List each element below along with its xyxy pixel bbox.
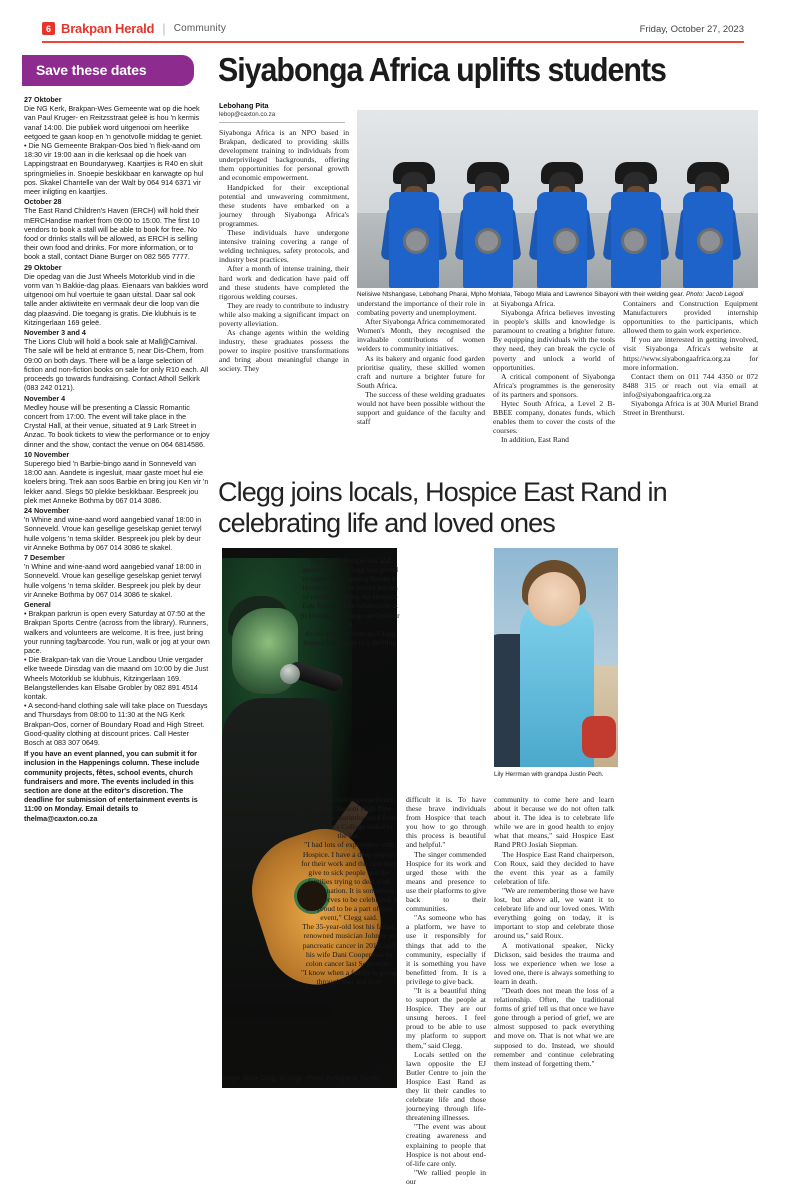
paragraph: "The event was about creating awareness and explaining to people that Hospice is not about end-of-life care only.: [406, 1122, 486, 1168]
sidebar-entry-date: 29 Oktober: [24, 262, 62, 272]
photo-person: [605, 168, 667, 288]
sidebar-entry-body: • Brakpan parkrun is open every Saturday at 07:50 at the Brakpan Sports Centre (across from the library). Runners, walkers and volunteers are welcome. It is free, just bring your running tag/barcode. You run, walk or jog at your own pace.: [24, 609, 210, 655]
paragraph: The success of these welding graduates would not have been possible without the support and guidance of the faculty and staff: [357, 389, 485, 427]
article1-byline: [219, 101, 347, 123]
paragraph: After Siyabonga Africa commemorated Women's Month, they recognised the invaluable contributions of women welders to community initiatives.: [357, 317, 485, 354]
paragraph: The Hospice East Rand chairperson, Con Roux, said they decided to have the event this year as a family celebration of life.: [494, 849, 614, 886]
paragraph: If you are interested in getting involved, visit Siyabonga Africa's website at https://www.siyabongaafrica.org.za for more information.: [623, 335, 758, 372]
article2-left-photo-caption: [222, 1075, 397, 1083]
paragraph: "Death does not mean the loss of a relationship. Often, the traditional forms of grief tell us that once we have gone through a period of grief, we are almost supposed to pack everything and move on. That is not what we are supposed to do. Instead, we should remember and continue celebrating them instead of forgetting them.": [494, 985, 614, 1068]
paragraph: After a month of intense training, their hard work and dedication have paid off and these students have completed the rigorous welding courses.: [219, 264, 349, 301]
photo-person: [383, 168, 445, 288]
paragraph: Locals settled on the lawn opposite the EJ Butler Centre to join the Hospice East Rand as they lit their candles to celebrate life and those journeying through life-threatening illnesses.: [406, 1049, 486, 1123]
paragraph: "I know when a family is going through that and how: [301, 967, 397, 986]
article1-column-2: [357, 299, 485, 426]
caption-credit: Photo: Jacob Legodi: [685, 291, 744, 298]
article2-column-3: [406, 795, 486, 1186]
paragraph: "We are remembering those we have lost, but above all, we want it to celebrate life and our loved ones. With everything going on today, it is important to stop and celebrate those around us," said Roux.: [494, 885, 614, 941]
caption-text: Singer Jesse Clegg on stage.: [222, 1075, 307, 1082]
article2-headline: Clegg joins locals, Hospice East Rand in celebrating life and loved ones: [218, 477, 667, 538]
byline-rule: [219, 122, 345, 123]
paragraph: difficult it is. To have these brave individuals from Hospice that teach you how to go through this process is beautiful and helpful.": [406, 795, 486, 850]
paragraph: "As someone who has a platform, we have to use it responsibly for things that add to the community, especially if it is something you have benefitted from. It is a privilege to give back.: [406, 913, 486, 986]
sidebar-entry-body: 'n Whine and wine-aand word aangebied vanaf 18:00 in Sonneveld. Vroue kan gesellige geselskap geniet terwyl hulle volgens 'n tema skilder. Bespreek jou plek by deur vir Anneke Bothma by 067 014 3086 te skakel.: [24, 562, 202, 599]
sidebar-entry-body: Die opedag van die Just Wheels Motorklub vind in die vorm van 'n Bakkie-dag plaas. Eienaars van bakkies word uitgenooi om hul voertuie te gaan uitstal. Daar sal ook talle ander aktiwiteite en vermaak deur die loop van die dag plaasvind. Die toegang is gratis. Die klubhuis is te Kitzingerlaan 169 geleë.: [24, 271, 208, 327]
paragraph: A motivational speaker, Nicky Dickson, said besides the trauma and loss we experience when we lose a loved one, there is always something to learn in death.: [494, 940, 614, 986]
paragraph: music and dancing experience, while the Benoni High Pipe Band and a marimba band from St Dustan's College added to the fun.: [300, 795, 398, 841]
paragraph: In addition, East Rand: [501, 435, 569, 445]
article1-headline: Siyabonga Africa uplifts students: [218, 51, 666, 88]
paragraph: understand the importance of their role in combating poverty and unemployment.: [357, 299, 485, 318]
byline-author: Lebohang Pita: [219, 101, 269, 110]
sidebar-entry-body: The East Rand Children's Haven (ERCH) will hold their mERCHandise market from 09:00 to 15:00. The first 10 vendors to book a stall will be able to book for free. No food or drinks stalls will be allowed, as ERCH is selling their own food and drinks. For more information, or to book a stall, contact Diane Burger on 082 565 7777.: [24, 206, 200, 262]
article2-right-photo-caption: Lily Herrman with grandpa Justin Pech.: [494, 771, 604, 778]
masthead: [0, 0, 786, 44]
paragraph: Contact them on 011 744 4350 or 072 8488 315 or reach out via email at info@siyabongaafrica.org.za: [623, 371, 758, 399]
paragraph: As change agents within the welding industry, these graduates possess the power to inspire positive transformations and bring about meaningful change in society. They: [219, 328, 349, 374]
article1-photo-caption: [357, 291, 755, 299]
paragraph: community to come here and learn about it because we do not often talk about it. The idea is to celebrate life while we are in good health to enjoy what that means," said Hospice East Rand PRO Josiah Siepman.: [494, 795, 614, 850]
sidebar-entry-body: • Die Brakpan-tak van die Vroue Landbou Unie vergader elke tweede Dinsdag van die maand om 10:00 by die Just Wheels Motorklub se klubhuis, Kitzingerlaan 169. Belangstellendes kan Elsabe Grobler by 082 891 4514 kontak.: [24, 655, 209, 701]
sidebar-entry-body: Medley house will be presenting a Classic Romantic concert from 17:00. The event will take place in the Crystal Hall, at their venue, situated at 9 Lark Street in Anzac. To book tickets to view the performance or to enjoy dinner and the show, contact the venue on 064 6814586.: [24, 402, 210, 449]
paragraph: These individuals have undergone intensive training covering a range of welding techniques, safety protocols, and industry best practices.: [219, 228, 349, 265]
photo-person: [457, 168, 519, 288]
article1-column-3: [493, 299, 615, 445]
sidebar-entry-date: 10 November: [24, 449, 70, 459]
sidebar-entry-date: 7 Desember: [24, 552, 65, 562]
sidebar-entry-date: November 3 and 4: [24, 328, 86, 338]
sidebar-entry-date: October 28: [24, 197, 62, 207]
caption-credit: Photo: Portuguese Forum.: [306, 1075, 380, 1082]
article2-photo-right: [494, 548, 618, 767]
save-these-dates-panel: [24, 55, 210, 823]
article2-column-2: [300, 795, 398, 986]
caption-text: Nelisiwe Ntshangase, Lebohang Pharai, Mpho Mohlala, Tebogo Mlala and Lawrence Sibayoni with their welding gear.: [357, 291, 686, 298]
masthead-rule: [42, 41, 744, 43]
article1-column-1: [219, 128, 349, 374]
sidebar-heading: Save these dates: [22, 55, 194, 86]
paragraph: Containers and Construction Equipment Manufacturers provided internship opportunities to the participants, which allowed them to gain work experience.: [623, 299, 758, 336]
masthead-brand: [42, 21, 226, 36]
paragraph: Siyabonga Africa believes investing in people's skills and knowledge is paramount to creating a brighter future. By equipping individuals with the tools they need, they can break the cycle of poverty and unlock a world of opportunities.: [493, 308, 615, 372]
sidebar-entry-body: The Lions Club will hold a book sale at Mall@Carnival. The sale will be held at entrance 5, near Dis-Chem, from 09:00 on both days. There will be a large selection of fiction and non-fiction books on sale for only R10 each. All proceeds go towards fundraising. Contact Atholl Selkirk (083 242 0121).: [24, 337, 209, 393]
article2-column-4: [494, 795, 614, 1068]
sidebar-footer-note: If you have an event planned, you can submit it for inclusion in the Happenings column. These include community projects, fêtes, school events, church fundraisers and more. The events included in this section are done at the editor's discretion. The deadline for submission of entertainment events is 11:00 on Monday. Email details to thelma@caxton.co.za: [24, 749, 200, 823]
masthead-separator: |: [162, 21, 166, 36]
article1-column-4: [623, 299, 758, 417]
paragraph: Handpicked for their exceptional potential and unwavering commitment, these students have embarked on a journey through Siyabonga Africa's programmes.: [219, 182, 349, 228]
paragraph: The singer commended Hospice for its work and urged those with the means and presence to use their platforms to give back to their communities.: [406, 849, 486, 914]
paragraph: They are ready to contribute to industry while also making a significant impact on poverty alleviation.: [219, 300, 349, 328]
issue-date: Friday, October 27, 2023: [639, 24, 744, 35]
paragraph: A critical component of Siyabonga Africa's programmes is the generosity of its partners and sponsors.: [493, 371, 615, 399]
byline-email: lebop@caxton.co.za: [219, 111, 276, 118]
sidebar-entry-body: 'n Whine and wine-aand word aangebied vanaf 18:00 in Sonneveld. Vroue kan gesellige geselskap geniet terwyl hulle volgens 'n tema skilder. Bespreek jou plek by deur vir Anneke Bothma by 067 014 3086 te skakel.: [24, 515, 202, 552]
paragraph: "We rallied people in our: [406, 1167, 486, 1186]
sidebar-entry-body: Superego bied 'n Barbie-bingo aand in Sonneveld van 18:00 aan. Aandete is ingesluit, maar gaste moet hul eie koelers bring. Trek aan soos Barbie en bring jou Ken vir 'n lekker aand. Slegs 50 plekke beskikbaar. Bespreek jou plek met Anneke Bothma by 067 014 3086.: [24, 458, 209, 505]
section-label: Community: [173, 23, 227, 34]
sidebar-entry-date: General: [24, 599, 51, 609]
sidebar-entry-body: • Die NG Gemeente Brakpan-Oos bied 'n fliek-aand om 18:30 vir 19:00 aan in die kerksaal op die hoek van Lappingstraat en Boundaryweg. Kaartjies is R40 en sluit springmielies in. Snoepie beskikbaar en karwagte op hul pos. Skakel Chantelle van der Walt by 064 914 6371 vir meer inligting en kaartjies.: [24, 141, 204, 197]
paragraph: As the guest of honour, Clegg treated the guests to a thrilling: [303, 628, 397, 647]
sidebar-entries: [24, 95, 210, 823]
sidebar-entry-body: Die NG Kerk, Brakpan-Wes Gemeente wat op die hoek van Paul Kruger- en Reitzsstraat geleë is hou 'n kermis vanaf 14:00. Die publiek word uitgenooi om heerlike eetgoed te gaan koop en 'n genotvolle middag te geniet.: [24, 104, 203, 141]
sidebar-entry-date: 27 Oktober: [24, 95, 62, 104]
paragraph: Siyabonga Africa is at 30A Muriel Brand Street in Brenthurst.: [623, 399, 758, 418]
article1-photo: [357, 110, 758, 288]
paragraph: The singer, songwriter and guitarist Jesse Clegg was proud to support the unsung heroes at Hospice when he joined hordes of residents during the Hospice East Rand candle celebration at St Dunstan's College on October 14.: [300, 556, 400, 629]
article2-column-1: [300, 556, 400, 647]
page-number-badge: 6: [42, 22, 55, 35]
sidebar-entry-date: November 4: [24, 393, 66, 403]
paragraph: "It is a beautiful thing to support the people at Hospice. They are our unsung heroes. I feel proud to be able to use my platform to support them," said Clegg.: [406, 985, 486, 1050]
paragraph: The 35-year-old lost his father, renowned musician Johnny to pancreatic cancer in 2019, and his wife Dani Cooperman to colon cancer last September.: [302, 922, 396, 968]
paragraph: Hytec South Africa, a Level 2 B-BBEE company, donates funds, which enables them to cover the costs of the courses.: [493, 399, 615, 436]
photo-person: [677, 168, 739, 288]
photo-person: [531, 168, 593, 288]
paragraph: at Siyabonga Africa.: [493, 299, 556, 308]
sidebar-entry-date: 24 November: [24, 505, 70, 515]
publication-title: Brakpan Herald: [61, 21, 155, 36]
paragraph: "I had lots of experience with Hospice. I have a deep respect for their work and the care they give to sick people and the families trying to deal with their situation. It is something that deserves to be celebrated. I am proud to be a part of this event," Clegg said.: [301, 840, 397, 923]
paragraph: As its bakery and organic food garden prioritise quality, these skilled women craft and nurture a brighter future for South Africa.: [357, 353, 485, 390]
paragraph: Siyabonga Africa is an NPO based in Brakpan, dedicated to providing skills development training to individuals from underprivileged backgrounds, offering them opportunities for personal growth and economic empowerment.: [219, 128, 349, 183]
sidebar-entry-body: • A second-hand clothing sale will take place on Tuesdays and Thursdays from 08:00 to 11:30 at the NG Kerk Brakpan-Oos, corner of Boundary Road and High Street. Good-quality clothing at discount prices. Call Hester Bosch at 083 307 0649.: [24, 701, 208, 748]
